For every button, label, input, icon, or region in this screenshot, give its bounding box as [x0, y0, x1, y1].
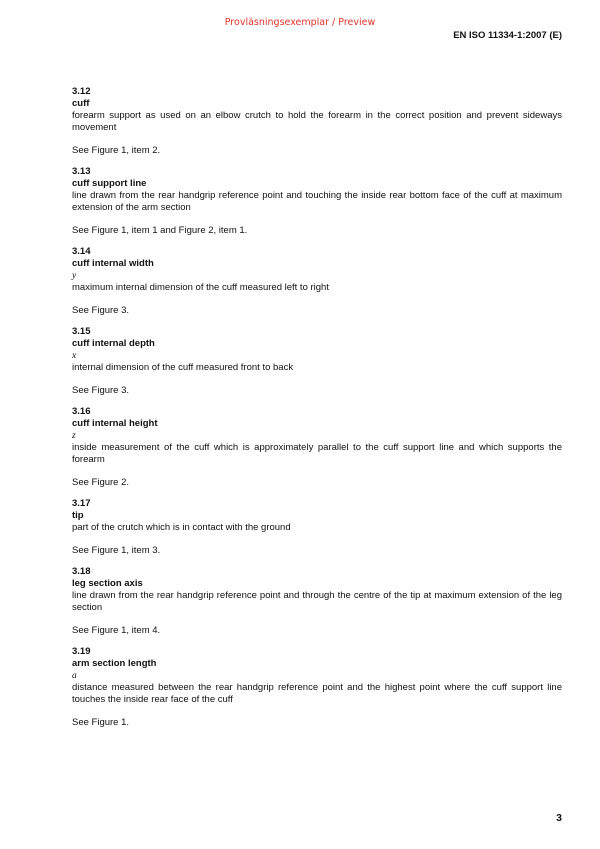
definition-entry — [72, 86, 562, 157]
definition-entry — [72, 246, 562, 317]
definition-entry — [72, 498, 562, 557]
page-number: 3 — [556, 812, 562, 824]
entry-number: 3.19 — [72, 646, 91, 657]
entry-term: cuff support line — [72, 178, 147, 189]
entry-number: 3.16 — [72, 406, 91, 417]
entry-note: See Figure 1. — [72, 717, 130, 728]
entry-term: leg section axis — [72, 578, 143, 589]
entry-definition: distance measured between the rear handgrip reference point and the highest point where the cuff support line touches the inside rear face of the cuff — [72, 682, 562, 705]
definition-entry — [72, 406, 562, 489]
entry-symbol: a — [72, 671, 77, 681]
definition-entry — [72, 326, 562, 397]
definition-entry — [72, 646, 562, 729]
definitions-list — [72, 86, 562, 738]
entry-term: tip — [72, 510, 84, 521]
entry-number: 3.14 — [72, 246, 91, 257]
entry-definition: line drawn from the rear handgrip reference point and touching the inside rear bottom face of the cuff at maximum extension of the arm section — [72, 190, 562, 213]
preview-watermark: Provläsningsexemplar / Preview — [224, 17, 376, 28]
entry-number: 3.18 — [72, 566, 91, 577]
entry-term: cuff internal width — [72, 258, 154, 269]
entry-definition: inside measurement of the cuff which is approximately parallel to the cuff support line and which supports the forearm — [72, 442, 562, 465]
definition-entry — [72, 566, 562, 637]
entry-number: 3.17 — [72, 498, 91, 509]
entry-symbol: x — [72, 351, 77, 361]
entry-number: 3.15 — [72, 326, 91, 337]
document-id: EN ISO 11334-1:2007 (E) — [453, 30, 562, 41]
entry-definition: internal dimension of the cuff measured front to back — [72, 362, 294, 373]
entry-term: cuff internal depth — [72, 338, 155, 349]
entry-definition: maximum internal dimension of the cuff measured left to right — [72, 282, 329, 293]
entry-number: 3.13 — [72, 166, 91, 177]
entry-note: See Figure 1, item 3. — [72, 545, 161, 556]
entry-note: See Figure 1, item 4. — [72, 625, 161, 636]
entry-note: See Figure 3. — [72, 385, 130, 396]
entry-note: See Figure 1, item 2. — [72, 145, 161, 156]
entry-note: See Figure 2. — [72, 477, 130, 488]
entry-note: See Figure 3. — [72, 305, 130, 316]
entry-definition: part of the crutch which is in contact with the ground — [72, 522, 291, 533]
entry-symbol: y — [72, 271, 77, 281]
entry-definition: forearm support as used on an elbow crutch to hold the forearm in the correct position and prevent sideways movement — [72, 110, 562, 133]
entry-term: arm section length — [72, 658, 157, 669]
entry-number: 3.12 — [72, 86, 91, 97]
definition-entry — [72, 166, 562, 237]
entry-term: cuff — [72, 98, 90, 109]
entry-note: See Figure 1, item 1 and Figure 2, item 1. — [72, 225, 248, 236]
entry-term: cuff internal height — [72, 418, 158, 429]
entry-definition: line drawn from the rear handgrip reference point and through the centre of the tip at maximum extension of the leg section — [72, 590, 562, 613]
entry-symbol: z — [72, 431, 76, 441]
